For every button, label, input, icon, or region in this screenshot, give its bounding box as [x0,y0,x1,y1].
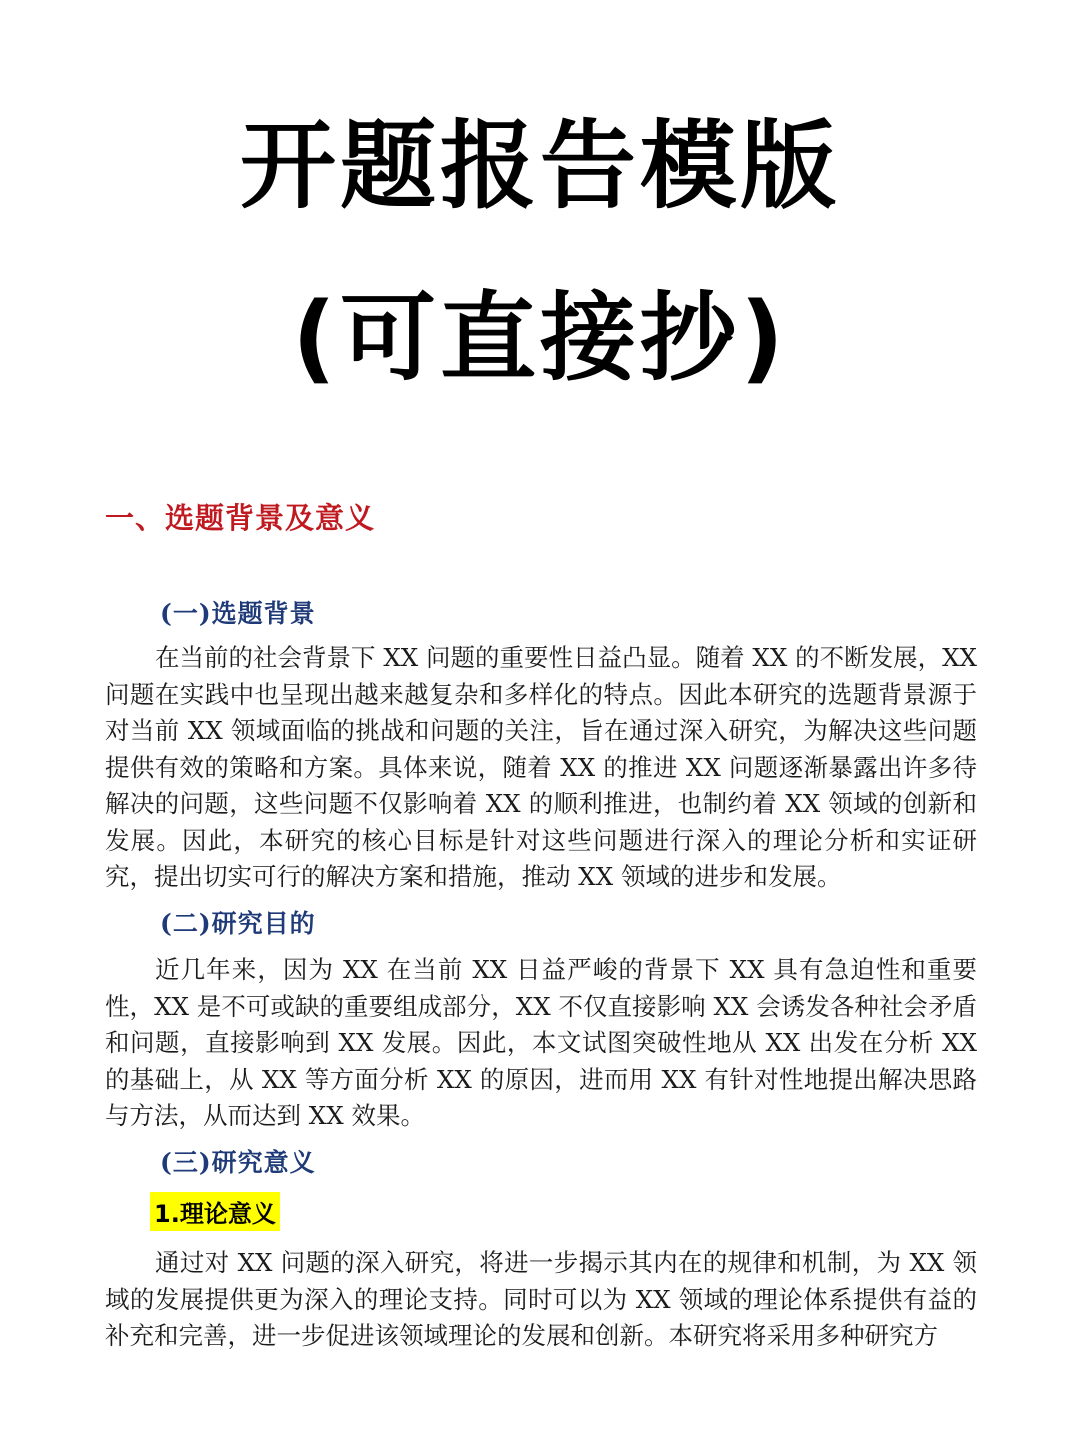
document-title: 开题报告模版 [240,110,840,222]
section-heading-background-significance: 一、选题背景及意义 [105,501,376,535]
subheading-purpose: (二)研究目的 [160,909,316,938]
document-subtitle: (可直接抄) [292,282,788,394]
paragraph-purpose: 近几年来，因为 XX 在当前 XX 日益严峻的背景下 XX 具有急迫性和重要性，XX 是不可或缺的重要组成部分，XX 不仅直接影响 XX 会诱发各种社会矛盾和问题，直接影响到 XX 发展。因此，本文试图突破性地从 XX 出发在分析 XX 的基础上，从 XX 等方面分析 XX 的原因，进而用 XX 有针对性地提出解决思路与方法，从而达到 XX 效果。 [105,955,977,1130]
paragraph-theory: 通过对 XX 问题的深入研究，将进一步揭示其内在的规律和机制，为 XX 领域的发展提供更为深入的理论支持。同时可以为 XX 领域的理论体系提供有益的补充和完善，进一步促进该领域理论的发展和创新。本研究将采用多种研究方 [105,1248,977,1350]
highlighted-heading-theory: 1.理论意义 [150,1192,280,1231]
paragraph-background: 在当前的社会背景下 XX 问题的重要性日益凸显。随着 XX 的不断发展，XX 问题在实践中也呈现出越来越复杂和多样化的特点。因此本研究的选题背景源于对当前 XX 领域面临的挑战和问题的关注，旨在通过深入研究，为解决这些问题提供有效的策略和方案。具体来说，随着 XX 的推进 XX 问题逐渐暴露出许多待解决的问题，这些问题不仅影响着 XX 的顺利推进，也制约着 XX 领域的创新和发展。因此，本研究的核心目标是针对这些问题进行深入的理论分析和实证研究，提出切实可行的解决方案和措施，推动 XX 领域的进步和发展。 [105,643,977,891]
subheading-background: (一)选题背景 [160,599,316,628]
subheading-significance: (三)研究意义 [160,1148,316,1177]
